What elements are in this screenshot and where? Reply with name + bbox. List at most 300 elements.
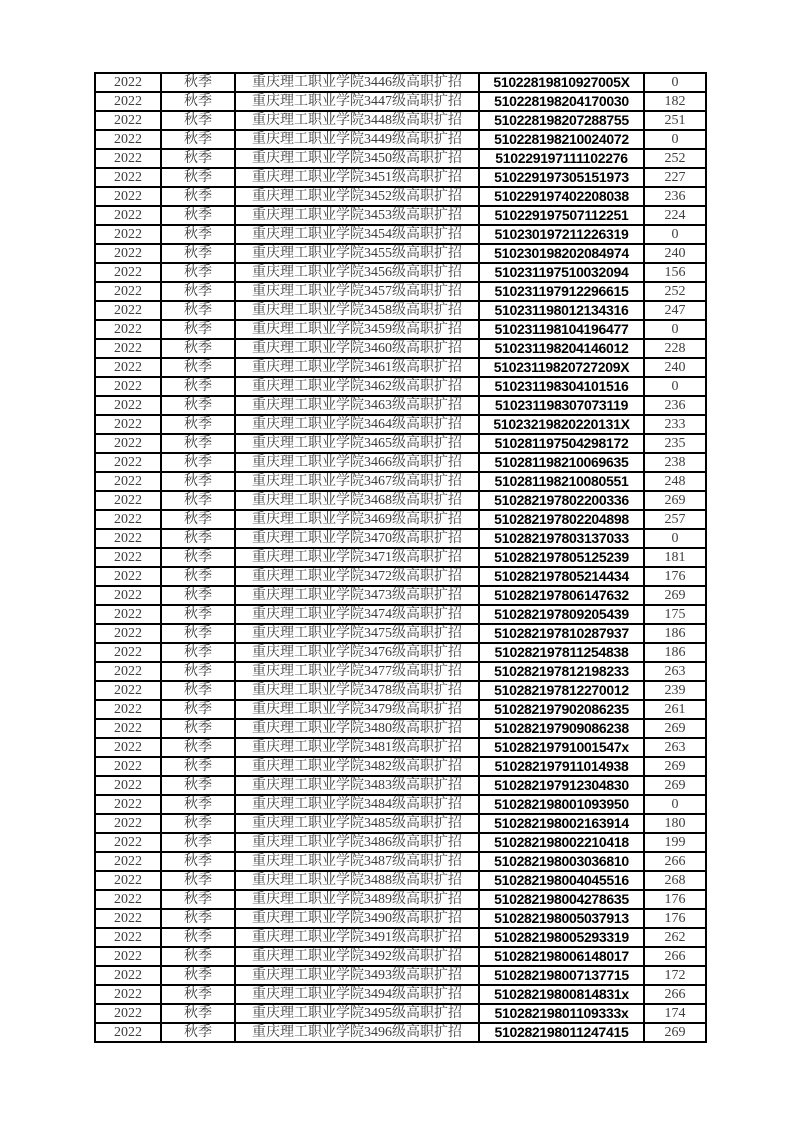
table-row — [95, 776, 706, 795]
score-cell: 224 — [644, 206, 706, 225]
table-row — [95, 282, 706, 301]
score-cell: 175 — [644, 605, 706, 624]
id-number-cell: 510229197305151973 — [479, 168, 644, 187]
year-cell: 2022 — [95, 453, 161, 472]
season-cell: 秋季 — [161, 339, 235, 358]
table-row — [95, 966, 706, 985]
year-cell: 2022 — [95, 510, 161, 529]
school-class-cell: 重庆理工职业学院3474级高职扩招 — [235, 605, 479, 624]
id-number-cell: 51022819810927005X — [479, 73, 644, 92]
season-cell: 秋季 — [161, 567, 235, 586]
season-cell: 秋季 — [161, 1023, 235, 1042]
school-class-cell: 重庆理工职业学院3459级高职扩招 — [235, 320, 479, 339]
season-cell: 秋季 — [161, 776, 235, 795]
table-row — [95, 947, 706, 966]
school-class-cell: 重庆理工职业学院3470级高职扩招 — [235, 529, 479, 548]
year-cell: 2022 — [95, 244, 161, 263]
id-number-cell: 510228198210024072 — [479, 130, 644, 149]
table-row — [95, 662, 706, 681]
score-cell: 181 — [644, 548, 706, 567]
school-class-cell: 重庆理工职业学院3490级高职扩招 — [235, 909, 479, 928]
year-cell: 2022 — [95, 472, 161, 491]
score-cell: 251 — [644, 111, 706, 130]
season-cell: 秋季 — [161, 168, 235, 187]
school-class-cell: 重庆理工职业学院3452级高职扩招 — [235, 187, 479, 206]
id-number-cell: 510230198202084974 — [479, 244, 644, 263]
school-class-cell: 重庆理工职业学院3496级高职扩招 — [235, 1023, 479, 1042]
id-number-cell: 510282197902086235 — [479, 700, 644, 719]
table-row — [95, 396, 706, 415]
id-number-cell: 510231198104196477 — [479, 320, 644, 339]
year-cell: 2022 — [95, 434, 161, 453]
id-number-cell: 510281198210080551 — [479, 472, 644, 491]
table-row — [95, 548, 706, 567]
season-cell: 秋季 — [161, 719, 235, 738]
score-cell: 227 — [644, 168, 706, 187]
year-cell: 2022 — [95, 928, 161, 947]
score-cell: 180 — [644, 814, 706, 833]
year-cell: 2022 — [95, 719, 161, 738]
table-row — [95, 73, 706, 92]
table-row — [95, 643, 706, 662]
school-class-cell: 重庆理工职业学院3467级高职扩招 — [235, 472, 479, 491]
score-cell: 176 — [644, 909, 706, 928]
school-class-cell: 重庆理工职业学院3456级高职扩招 — [235, 263, 479, 282]
school-class-cell: 重庆理工职业学院3480级高职扩招 — [235, 719, 479, 738]
id-number-cell: 510282198004278635 — [479, 890, 644, 909]
year-cell: 2022 — [95, 947, 161, 966]
school-class-cell: 重庆理工职业学院3489级高职扩招 — [235, 890, 479, 909]
season-cell: 秋季 — [161, 966, 235, 985]
school-class-cell: 重庆理工职业学院3468级高职扩招 — [235, 491, 479, 510]
year-cell: 2022 — [95, 852, 161, 871]
year-cell: 2022 — [95, 149, 161, 168]
year-cell: 2022 — [95, 529, 161, 548]
score-cell: 0 — [644, 320, 706, 339]
score-cell: 269 — [644, 719, 706, 738]
season-cell: 秋季 — [161, 73, 235, 92]
table-row — [95, 757, 706, 776]
id-number-cell: 510231197912296615 — [479, 282, 644, 301]
season-cell: 秋季 — [161, 377, 235, 396]
season-cell: 秋季 — [161, 795, 235, 814]
table-row — [95, 491, 706, 510]
year-cell: 2022 — [95, 301, 161, 320]
table-row — [95, 719, 706, 738]
id-number-cell: 510282197809205439 — [479, 605, 644, 624]
school-class-cell: 重庆理工职业学院3481级高职扩招 — [235, 738, 479, 757]
id-number-cell: 510282197802200336 — [479, 491, 644, 510]
year-cell: 2022 — [95, 966, 161, 985]
table-row — [95, 377, 706, 396]
school-class-cell: 重庆理工职业学院3450级高职扩招 — [235, 149, 479, 168]
score-cell: 0 — [644, 795, 706, 814]
table-row — [95, 985, 706, 1004]
season-cell: 秋季 — [161, 852, 235, 871]
year-cell: 2022 — [95, 662, 161, 681]
score-cell: 199 — [644, 833, 706, 852]
school-class-cell: 重庆理工职业学院3461级高职扩招 — [235, 358, 479, 377]
season-cell: 秋季 — [161, 681, 235, 700]
season-cell: 秋季 — [161, 130, 235, 149]
score-cell: 0 — [644, 130, 706, 149]
school-class-cell: 重庆理工职业学院3465级高职扩招 — [235, 434, 479, 453]
school-class-cell: 重庆理工职业学院3492级高职扩招 — [235, 947, 479, 966]
table-row — [95, 871, 706, 890]
score-cell: 236 — [644, 396, 706, 415]
year-cell: 2022 — [95, 776, 161, 795]
school-class-cell: 重庆理工职业学院3449级高职扩招 — [235, 130, 479, 149]
school-class-cell: 重庆理工职业学院3451级高职扩招 — [235, 168, 479, 187]
table-row — [95, 1004, 706, 1023]
school-class-cell: 重庆理工职业学院3469级高职扩招 — [235, 510, 479, 529]
id-number-cell: 510282197812198233 — [479, 662, 644, 681]
season-cell: 秋季 — [161, 1004, 235, 1023]
season-cell: 秋季 — [161, 263, 235, 282]
table-row — [95, 529, 706, 548]
table-row — [95, 149, 706, 168]
score-cell: 268 — [644, 871, 706, 890]
season-cell: 秋季 — [161, 244, 235, 263]
year-cell: 2022 — [95, 92, 161, 111]
table-row — [95, 339, 706, 358]
school-class-cell: 重庆理工职业学院3448级高职扩招 — [235, 111, 479, 130]
table-row — [95, 320, 706, 339]
table-row — [95, 472, 706, 491]
id-number-cell: 510228198207288755 — [479, 111, 644, 130]
table-row — [95, 453, 706, 472]
season-cell: 秋季 — [161, 738, 235, 757]
season-cell: 秋季 — [161, 947, 235, 966]
season-cell: 秋季 — [161, 358, 235, 377]
season-cell: 秋季 — [161, 301, 235, 320]
id-number-cell: 510282198002210418 — [479, 833, 644, 852]
id-number-cell: 51023219820220131X — [479, 415, 644, 434]
year-cell: 2022 — [95, 909, 161, 928]
table-row — [95, 605, 706, 624]
school-class-cell: 重庆理工职业学院3455级高职扩招 — [235, 244, 479, 263]
season-cell: 秋季 — [161, 206, 235, 225]
year-cell: 2022 — [95, 358, 161, 377]
season-cell: 秋季 — [161, 909, 235, 928]
school-class-cell: 重庆理工职业学院3493级高职扩招 — [235, 966, 479, 985]
year-cell: 2022 — [95, 814, 161, 833]
table-row — [95, 225, 706, 244]
school-class-cell: 重庆理工职业学院3487级高职扩招 — [235, 852, 479, 871]
school-class-cell: 重庆理工职业学院3477级高职扩招 — [235, 662, 479, 681]
year-cell: 2022 — [95, 890, 161, 909]
year-cell: 2022 — [95, 643, 161, 662]
school-class-cell: 重庆理工职业学院3447级高职扩招 — [235, 92, 479, 111]
year-cell: 2022 — [95, 700, 161, 719]
id-number-cell: 510231198304101516 — [479, 377, 644, 396]
score-cell: 269 — [644, 491, 706, 510]
id-number-cell: 510282198005293319 — [479, 928, 644, 947]
season-cell: 秋季 — [161, 985, 235, 1004]
score-cell: 240 — [644, 244, 706, 263]
season-cell: 秋季 — [161, 434, 235, 453]
year-cell: 2022 — [95, 377, 161, 396]
id-number-cell: 510282198006148017 — [479, 947, 644, 966]
score-cell: 269 — [644, 776, 706, 795]
table-row — [95, 833, 706, 852]
score-cell: 186 — [644, 624, 706, 643]
season-cell: 秋季 — [161, 415, 235, 434]
score-cell: 262 — [644, 928, 706, 947]
school-class-cell: 重庆理工职业学院3486级高职扩招 — [235, 833, 479, 852]
school-class-cell: 重庆理工职业学院3473级高职扩招 — [235, 586, 479, 605]
id-number-cell: 510229197507112251 — [479, 206, 644, 225]
year-cell: 2022 — [95, 757, 161, 776]
year-cell: 2022 — [95, 225, 161, 244]
id-number-cell: 51023119820727209X — [479, 358, 644, 377]
score-cell: 176 — [644, 890, 706, 909]
score-cell: 257 — [644, 510, 706, 529]
school-class-cell: 重庆理工职业学院3446级高职扩招 — [235, 73, 479, 92]
season-cell: 秋季 — [161, 833, 235, 852]
season-cell: 秋季 — [161, 643, 235, 662]
season-cell: 秋季 — [161, 472, 235, 491]
score-cell: 239 — [644, 681, 706, 700]
school-class-cell: 重庆理工职业学院3479级高职扩招 — [235, 700, 479, 719]
year-cell: 2022 — [95, 1023, 161, 1042]
id-number-cell: 510229197402208038 — [479, 187, 644, 206]
table-row — [95, 244, 706, 263]
school-class-cell: 重庆理工职业学院3464级高职扩招 — [235, 415, 479, 434]
year-cell: 2022 — [95, 871, 161, 890]
records-table — [94, 72, 707, 1043]
season-cell: 秋季 — [161, 624, 235, 643]
score-cell: 176 — [644, 567, 706, 586]
score-cell: 263 — [644, 738, 706, 757]
score-cell: 247 — [644, 301, 706, 320]
table-row — [95, 434, 706, 453]
year-cell: 2022 — [95, 73, 161, 92]
id-number-cell: 510230197211226319 — [479, 225, 644, 244]
id-number-cell: 510282197810287937 — [479, 624, 644, 643]
id-number-cell: 510282197812270012 — [479, 681, 644, 700]
table-row — [95, 795, 706, 814]
year-cell: 2022 — [95, 320, 161, 339]
score-cell: 263 — [644, 662, 706, 681]
table-row — [95, 187, 706, 206]
score-cell: 228 — [644, 339, 706, 358]
id-number-cell: 510228198204170030 — [479, 92, 644, 111]
table-row — [95, 168, 706, 187]
school-class-cell: 重庆理工职业学院3475级高职扩招 — [235, 624, 479, 643]
score-cell: 266 — [644, 985, 706, 1004]
table-row — [95, 206, 706, 225]
year-cell: 2022 — [95, 415, 161, 434]
score-cell: 266 — [644, 947, 706, 966]
school-class-cell: 重庆理工职业学院3483级高职扩招 — [235, 776, 479, 795]
table-row — [95, 301, 706, 320]
id-number-cell: 510231197510032094 — [479, 263, 644, 282]
school-class-cell: 重庆理工职业学院3454级高职扩招 — [235, 225, 479, 244]
score-cell: 182 — [644, 92, 706, 111]
school-class-cell: 重庆理工职业学院3491级高职扩招 — [235, 928, 479, 947]
score-cell: 269 — [644, 1023, 706, 1042]
school-class-cell: 重庆理工职业学院3488级高职扩招 — [235, 871, 479, 890]
score-cell: 0 — [644, 225, 706, 244]
id-number-cell: 510282198007137715 — [479, 966, 644, 985]
school-class-cell: 重庆理工职业学院3485级高职扩招 — [235, 814, 479, 833]
id-number-cell: 510231198012134316 — [479, 301, 644, 320]
season-cell: 秋季 — [161, 111, 235, 130]
school-class-cell: 重庆理工职业学院3471级高职扩招 — [235, 548, 479, 567]
year-cell: 2022 — [95, 491, 161, 510]
id-number-cell: 51028219801109333x — [479, 1004, 644, 1023]
table-row — [95, 814, 706, 833]
table-row — [95, 263, 706, 282]
school-class-cell: 重庆理工职业学院3458级高职扩招 — [235, 301, 479, 320]
season-cell: 秋季 — [161, 871, 235, 890]
score-cell: 156 — [644, 263, 706, 282]
table-row — [95, 92, 706, 111]
season-cell: 秋季 — [161, 149, 235, 168]
score-cell: 248 — [644, 472, 706, 491]
table-row — [95, 624, 706, 643]
id-number-cell: 510282197806147632 — [479, 586, 644, 605]
table-row — [95, 358, 706, 377]
score-cell: 186 — [644, 643, 706, 662]
year-cell: 2022 — [95, 263, 161, 282]
score-cell: 252 — [644, 282, 706, 301]
table-row — [95, 909, 706, 928]
year-cell: 2022 — [95, 548, 161, 567]
score-cell: 261 — [644, 700, 706, 719]
id-number-cell: 510231198204146012 — [479, 339, 644, 358]
year-cell: 2022 — [95, 586, 161, 605]
year-cell: 2022 — [95, 206, 161, 225]
score-cell: 269 — [644, 757, 706, 776]
season-cell: 秋季 — [161, 605, 235, 624]
id-number-cell: 510229197111102276 — [479, 149, 644, 168]
school-class-cell: 重庆理工职业学院3466级高职扩招 — [235, 453, 479, 472]
season-cell: 秋季 — [161, 225, 235, 244]
school-class-cell: 重庆理工职业学院3478级高职扩招 — [235, 681, 479, 700]
score-cell: 252 — [644, 149, 706, 168]
year-cell: 2022 — [95, 605, 161, 624]
season-cell: 秋季 — [161, 510, 235, 529]
score-cell: 236 — [644, 187, 706, 206]
score-cell: 233 — [644, 415, 706, 434]
year-cell: 2022 — [95, 187, 161, 206]
table-row — [95, 415, 706, 434]
school-class-cell: 重庆理工职业学院3462级高职扩招 — [235, 377, 479, 396]
score-cell: 0 — [644, 377, 706, 396]
school-class-cell: 重庆理工职业学院3457级高职扩招 — [235, 282, 479, 301]
season-cell: 秋季 — [161, 890, 235, 909]
id-number-cell: 510282198011247415 — [479, 1023, 644, 1042]
year-cell: 2022 — [95, 624, 161, 643]
score-cell: 0 — [644, 73, 706, 92]
table-row — [95, 510, 706, 529]
score-cell: 238 — [644, 453, 706, 472]
table-row — [95, 738, 706, 757]
school-class-cell: 重庆理工职业学院3460级高职扩招 — [235, 339, 479, 358]
year-cell: 2022 — [95, 985, 161, 1004]
id-number-cell: 510282198002163914 — [479, 814, 644, 833]
year-cell: 2022 — [95, 567, 161, 586]
year-cell: 2022 — [95, 795, 161, 814]
school-class-cell: 重庆理工职业学院3453级高职扩招 — [235, 206, 479, 225]
score-cell: 0 — [644, 529, 706, 548]
year-cell: 2022 — [95, 738, 161, 757]
season-cell: 秋季 — [161, 187, 235, 206]
table-row — [95, 1023, 706, 1042]
season-cell: 秋季 — [161, 548, 235, 567]
year-cell: 2022 — [95, 1004, 161, 1023]
season-cell: 秋季 — [161, 814, 235, 833]
score-cell: 235 — [644, 434, 706, 453]
table-row — [95, 567, 706, 586]
season-cell: 秋季 — [161, 586, 235, 605]
id-number-cell: 510282197909086238 — [479, 719, 644, 738]
year-cell: 2022 — [95, 130, 161, 149]
year-cell: 2022 — [95, 833, 161, 852]
id-number-cell: 51028219800814831x — [479, 985, 644, 1004]
year-cell: 2022 — [95, 396, 161, 415]
id-number-cell: 510282198001093950 — [479, 795, 644, 814]
school-class-cell: 重庆理工职业学院3476级高职扩招 — [235, 643, 479, 662]
table-row — [95, 586, 706, 605]
table-row — [95, 928, 706, 947]
records-table-body — [95, 73, 706, 1042]
year-cell: 2022 — [95, 339, 161, 358]
id-number-cell: 510282197811254838 — [479, 643, 644, 662]
year-cell: 2022 — [95, 681, 161, 700]
table-row — [95, 890, 706, 909]
id-number-cell: 510282198004045516 — [479, 871, 644, 890]
school-class-cell: 重庆理工职业学院3482级高职扩招 — [235, 757, 479, 776]
season-cell: 秋季 — [161, 453, 235, 472]
id-number-cell: 510282198003036810 — [479, 852, 644, 871]
id-number-cell: 51028219791001547x — [479, 738, 644, 757]
id-number-cell: 510231198307073119 — [479, 396, 644, 415]
table-row — [95, 681, 706, 700]
year-cell: 2022 — [95, 111, 161, 130]
season-cell: 秋季 — [161, 396, 235, 415]
score-cell: 266 — [644, 852, 706, 871]
score-cell: 240 — [644, 358, 706, 377]
school-class-cell: 重庆理工职业学院3484级高职扩招 — [235, 795, 479, 814]
season-cell: 秋季 — [161, 491, 235, 510]
table-row — [95, 852, 706, 871]
id-number-cell: 510282197911014938 — [479, 757, 644, 776]
season-cell: 秋季 — [161, 320, 235, 339]
id-number-cell: 510282197912304830 — [479, 776, 644, 795]
score-cell: 269 — [644, 586, 706, 605]
table-row — [95, 700, 706, 719]
school-class-cell: 重庆理工职业学院3495级高职扩招 — [235, 1004, 479, 1023]
season-cell: 秋季 — [161, 757, 235, 776]
table-row — [95, 111, 706, 130]
season-cell: 秋季 — [161, 282, 235, 301]
score-cell: 172 — [644, 966, 706, 985]
id-number-cell: 510282197803137033 — [479, 529, 644, 548]
season-cell: 秋季 — [161, 529, 235, 548]
season-cell: 秋季 — [161, 700, 235, 719]
school-class-cell: 重庆理工职业学院3472级高职扩招 — [235, 567, 479, 586]
id-number-cell: 510282197805214434 — [479, 567, 644, 586]
year-cell: 2022 — [95, 282, 161, 301]
id-number-cell: 510281198210069635 — [479, 453, 644, 472]
id-number-cell: 510281197504298172 — [479, 434, 644, 453]
year-cell: 2022 — [95, 168, 161, 187]
table-row — [95, 130, 706, 149]
id-number-cell: 510282197802204898 — [479, 510, 644, 529]
